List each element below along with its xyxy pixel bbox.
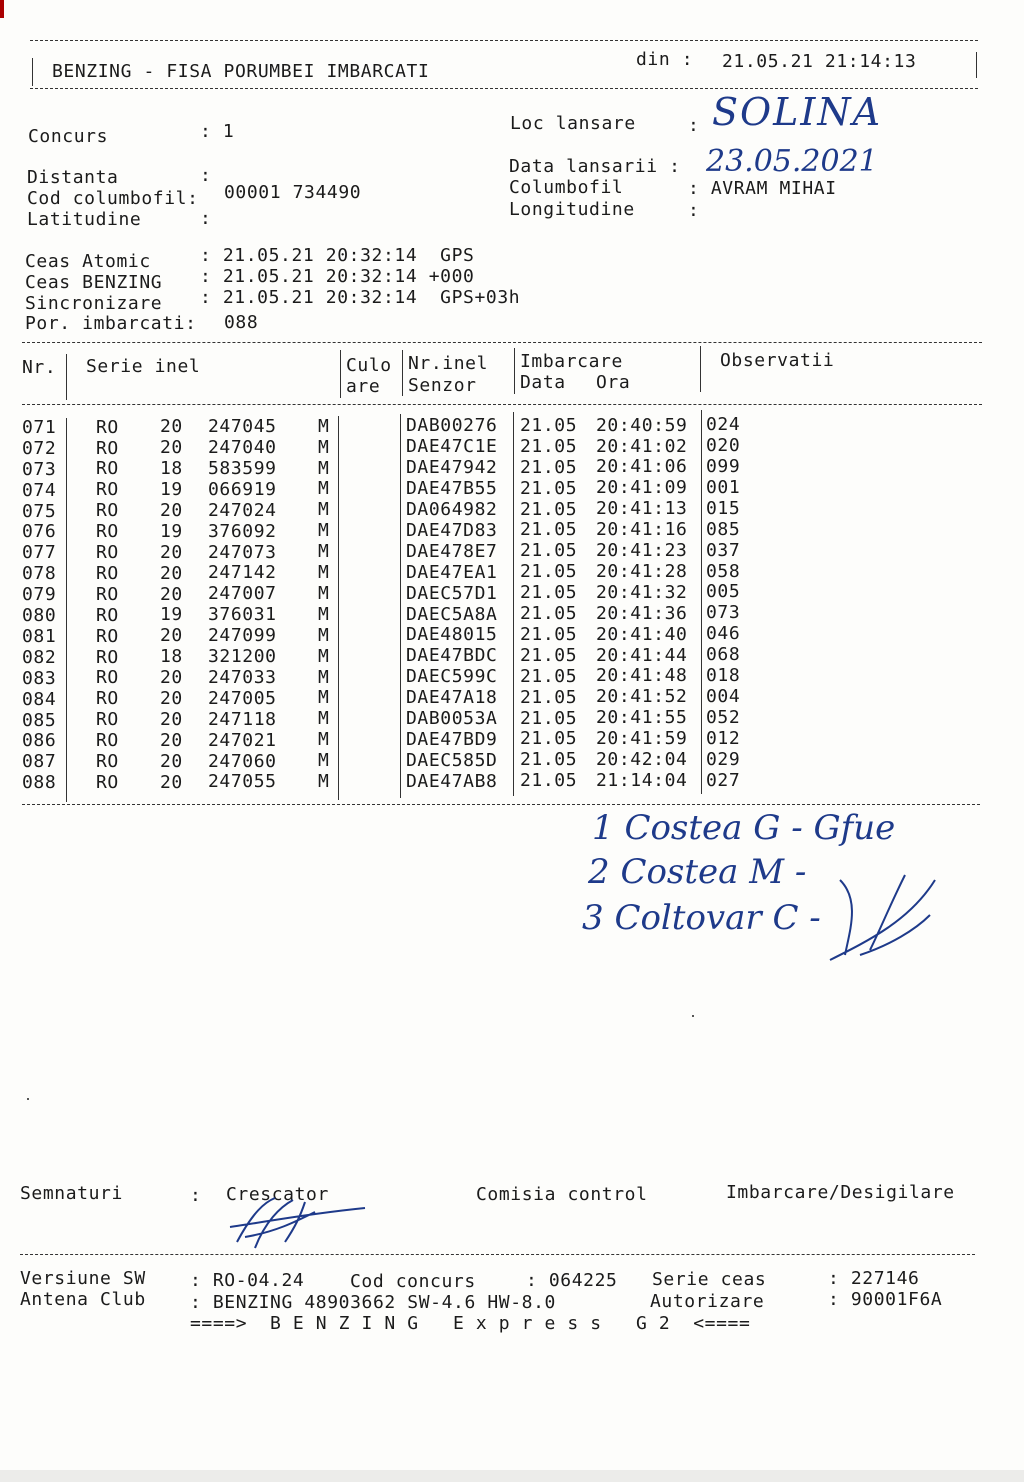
row-year: 20: [160, 625, 183, 647]
col-header-nr: Nr.: [22, 357, 57, 378]
row-nr: 084: [22, 688, 57, 710]
row-sensor: DAEC5A8A: [406, 603, 498, 625]
table-row: [0, 414, 1024, 438]
row-time: 20:41:44: [596, 644, 688, 666]
comisia-control-label: Comisia control: [476, 1184, 648, 1205]
row-country: RO: [96, 751, 119, 773]
col-header-data: Data: [520, 372, 566, 393]
row-year: 20: [160, 583, 183, 605]
row-date: 21.05: [520, 603, 578, 625]
row-ring: 247142: [208, 562, 277, 584]
row-sex: M: [318, 603, 330, 625]
row-sex: M: [318, 624, 330, 646]
row-time: 20:41:32: [596, 581, 688, 603]
table-row: [0, 623, 1024, 647]
row-year: 20: [160, 771, 183, 793]
row-observatii: 001: [706, 476, 741, 498]
semnaturi-label: Semnaturi: [20, 1183, 123, 1204]
row-sex: M: [318, 582, 330, 604]
row-sensor: DA064982: [406, 499, 498, 521]
row-date: 21.05: [520, 728, 578, 750]
distanta-colon: :: [200, 165, 212, 186]
col-header-serie-inel: Serie inel: [86, 356, 201, 377]
autorizare-value: : 90001F6A: [828, 1289, 943, 1310]
row-time: 20:41:40: [596, 623, 688, 645]
row-observatii: 068: [706, 644, 741, 666]
antena-club-value: : BENZING 48903662 SW-4.6 HW-8.0: [190, 1292, 556, 1313]
row-sex: M: [318, 708, 330, 730]
row-time: 21:14:04: [596, 769, 688, 791]
row-country: RO: [96, 521, 119, 543]
row-observatii: 099: [706, 456, 741, 478]
row-ring: 247060: [208, 750, 277, 772]
serie-ceas-label: Serie ceas: [652, 1269, 767, 1290]
row-country: RO: [96, 583, 119, 605]
row-sex: M: [318, 436, 330, 458]
row-year: 20: [160, 708, 183, 730]
crescator-label: Crescator: [226, 1184, 329, 1205]
row-observatii: 085: [706, 518, 741, 540]
row-sex: M: [318, 750, 330, 772]
row-date: 21.05: [520, 644, 578, 666]
row-sex: M: [318, 666, 330, 688]
footer-top-rule: [20, 1254, 975, 1255]
row-nr: 071: [22, 416, 57, 438]
row-time: 20:41:13: [596, 498, 688, 520]
row-nr: 087: [22, 751, 57, 773]
cod-columbofil-label: Cod columbofil:: [27, 188, 199, 209]
row-country: RO: [96, 667, 119, 689]
row-ring: 376031: [208, 604, 277, 626]
row-date: 21.05: [520, 582, 578, 604]
body-divider-imbarcare: [513, 412, 514, 796]
porumbei-imbarcati-label: Por. imbarcati:: [25, 313, 197, 334]
row-date: 21.05: [520, 686, 578, 708]
crescator-signature: [225, 1192, 375, 1254]
row-country: RO: [96, 604, 119, 626]
row-year: 20: [160, 541, 183, 563]
row-nr: 082: [22, 646, 57, 668]
table-row: [0, 456, 1024, 480]
row-time: 20:41:06: [596, 456, 688, 478]
col-header-senzor: Senzor: [408, 375, 477, 396]
distanta-label: Distanta: [27, 167, 119, 188]
longitudine-label: Longitudine: [509, 199, 635, 220]
row-date: 21.05: [520, 707, 578, 729]
table-row: [0, 560, 1024, 585]
row-country: RO: [96, 500, 119, 522]
row-time: 20:41:28: [596, 560, 688, 582]
row-nr: 081: [22, 625, 57, 647]
din-label: din :: [636, 49, 694, 70]
row-country: RO: [96, 416, 119, 438]
row-country: RO: [96, 562, 119, 584]
table-row: [0, 518, 1024, 543]
concurs-label: Concurs: [28, 126, 109, 147]
cod-concurs-label: Cod concurs: [350, 1271, 476, 1292]
row-observatii: 004: [706, 685, 741, 707]
row-time: 20:41:55: [596, 707, 688, 729]
red-corner-mark: [0, 0, 4, 18]
row-observatii: 052: [706, 706, 741, 728]
row-ring: 247005: [208, 687, 277, 709]
row-country: RO: [96, 688, 119, 710]
row-sex: M: [318, 541, 330, 563]
row-sex: M: [318, 457, 330, 479]
row-year: 20: [160, 729, 183, 751]
row-country: RO: [96, 625, 119, 647]
row-country: RO: [96, 542, 119, 564]
table-row: [0, 539, 1024, 564]
row-nr: 075: [22, 500, 57, 522]
table-row: [0, 435, 1024, 459]
row-sex: M: [318, 520, 330, 542]
header-bottom-rule: [30, 88, 978, 89]
brand-line: ====> B E N Z I N G E x p r e s s G 2 <====: [190, 1313, 751, 1334]
header-divider-nr: [66, 354, 67, 400]
row-ring: 583599: [208, 457, 277, 479]
row-ring: 247021: [208, 729, 277, 751]
header-left-border: [32, 58, 33, 86]
row-ring: 247024: [208, 499, 277, 521]
header-divider-culoare: [340, 350, 341, 398]
body-divider-nr: [66, 418, 67, 802]
stray-dot: [692, 1015, 694, 1017]
columbofil-label: Columbofil: [509, 177, 624, 198]
row-sensor: DAE47A18: [406, 687, 498, 709]
latitudine-label: Latitudine: [27, 209, 142, 230]
row-date: 21.05: [520, 749, 578, 771]
row-country: RO: [96, 458, 119, 480]
row-sensor: DAEC585D: [406, 749, 498, 771]
row-date: 21.05: [520, 561, 578, 583]
row-time: 20:41:36: [596, 602, 688, 624]
body-divider-nrinel: [400, 414, 401, 798]
table-header-bottom-rule: [22, 404, 982, 405]
row-sensor: DAE47BD9: [406, 728, 498, 750]
header-top-rule: [30, 40, 978, 41]
row-ring: 247040: [208, 437, 277, 459]
col-header-ora: Ora: [596, 372, 631, 393]
row-year: 20: [160, 562, 183, 584]
row-time: 20:41:52: [596, 686, 688, 708]
table-row: [0, 665, 1024, 689]
row-time: 20:41:59: [596, 728, 688, 750]
row-country: RO: [96, 730, 119, 752]
row-country: RO: [96, 646, 119, 668]
row-country: RO: [96, 437, 119, 459]
table-top-rule: [22, 342, 982, 343]
longitudine-colon: :: [688, 200, 700, 221]
row-observatii: 027: [706, 769, 741, 791]
row-time: 20:40:59: [596, 414, 688, 436]
row-time: 20:41:02: [596, 435, 688, 457]
row-observatii: 015: [706, 497, 741, 519]
row-sensor: DAE478E7: [406, 540, 498, 562]
row-time: 20:41:09: [596, 477, 688, 499]
stray-dot: [27, 1098, 29, 1100]
row-date: 21.05: [520, 498, 578, 520]
row-sex: M: [318, 729, 330, 751]
print-datetime: 21.05.21 21:14:13: [722, 51, 917, 72]
row-sex: M: [318, 478, 330, 500]
row-year: 20: [160, 750, 183, 772]
row-year: 20: [160, 416, 183, 438]
row-year: 18: [160, 646, 183, 668]
row-observatii: 029: [706, 748, 741, 770]
row-date: 21.05: [520, 665, 578, 687]
row-year: 19: [160, 604, 183, 626]
ceas-benzing-value: : 21.05.21 20:32:14 +000: [200, 266, 475, 287]
row-date: 21.05: [520, 519, 578, 541]
ceas-atomic-label: Ceas Atomic: [25, 251, 151, 272]
handwritten-signature-scribble: [820, 860, 950, 970]
header-divider-observatii: [700, 346, 701, 392]
row-sensor: DAE47BDC: [406, 645, 498, 667]
latitudine-colon: :: [200, 208, 212, 229]
imbarcare-desigilare-label: Imbarcare/Desigilare: [726, 1182, 955, 1203]
row-sensor: DAE47942: [406, 457, 498, 479]
row-nr: 085: [22, 709, 57, 731]
row-observatii: 018: [706, 665, 741, 687]
row-country: RO: [96, 479, 119, 501]
row-ring: 247045: [208, 416, 277, 438]
row-observatii: 005: [706, 581, 741, 603]
row-observatii: 046: [706, 623, 741, 645]
body-divider-observatii: [701, 410, 702, 794]
row-year: 20: [160, 667, 183, 689]
row-sex: M: [318, 771, 330, 793]
col-header-culoare-1: Culo: [346, 355, 392, 376]
loc-lansare-label: Loc lansare: [510, 113, 636, 134]
table-row: [0, 602, 1024, 627]
row-nr: 083: [22, 667, 57, 689]
serie-ceas-value: : 227146: [828, 1268, 920, 1289]
row-sensor: DAB0053A: [406, 708, 498, 730]
row-sex: M: [318, 645, 330, 667]
cod-columbofil-value: 00001 734490: [224, 182, 362, 203]
row-nr: 072: [22, 437, 57, 459]
concurs-value: : 1: [200, 121, 235, 142]
row-year: 19: [160, 479, 183, 501]
row-ring: 247099: [208, 625, 277, 647]
row-sex: M: [318, 499, 330, 521]
row-ring: 376092: [208, 520, 277, 542]
row-country: RO: [96, 771, 119, 793]
columbofil-value: : AVRAM MIHAI: [688, 178, 837, 199]
row-observatii: 058: [706, 560, 741, 582]
table-row: [0, 727, 1024, 752]
row-sensor: DAE48015: [406, 624, 498, 646]
row-date: 21.05: [520, 623, 578, 645]
table-row: [0, 581, 1024, 606]
table-row: [0, 706, 1024, 731]
row-year: 20: [160, 688, 183, 710]
row-nr: 088: [22, 772, 57, 794]
table-row: [0, 497, 1024, 522]
row-time: 20:41:23: [596, 540, 688, 562]
col-header-nrinel: Nr.inel: [408, 353, 489, 374]
col-header-observatii: Observatii: [720, 350, 835, 371]
versiune-sw-value: : RO-04.24: [190, 1270, 305, 1291]
row-ring: 247007: [208, 583, 277, 605]
row-nr: 074: [22, 479, 57, 501]
row-sensor: DAEC599C: [406, 666, 498, 688]
loc-lansare-handwritten: SOLINA: [712, 90, 883, 134]
row-year: 20: [160, 437, 183, 459]
row-observatii: 037: [706, 539, 741, 561]
row-nr: 073: [22, 458, 57, 480]
antena-club-label: Antena Club: [20, 1289, 146, 1310]
page-bottom-edge: [0, 1470, 1024, 1482]
row-date: 21.05: [520, 540, 578, 562]
table-row: [0, 685, 1024, 710]
row-sensor: DAB00276: [406, 415, 498, 437]
col-header-imbarcare: Imbarcare: [520, 351, 623, 372]
row-date: 21.05: [520, 414, 578, 436]
row-sensor: DAE47AB8: [406, 770, 498, 792]
row-sensor: DAE47EA1: [406, 561, 498, 583]
body-divider-culoare: [338, 416, 339, 800]
row-country: RO: [96, 709, 119, 731]
row-time: 20:41:16: [596, 519, 688, 541]
table-bottom-rule: [22, 804, 980, 805]
header-right-border: [976, 52, 977, 78]
sincronizare-label: Sincronizare: [25, 293, 163, 314]
versiune-sw-label: Versiune SW: [20, 1268, 146, 1289]
row-sex: M: [318, 687, 330, 709]
row-observatii: 024: [706, 414, 741, 436]
row-nr: 076: [22, 521, 57, 543]
data-lansarii-handwritten: 23.05.2021: [706, 144, 878, 179]
row-time: 20:41:48: [596, 665, 688, 687]
row-year: 20: [160, 499, 183, 521]
row-year: 18: [160, 458, 183, 480]
row-ring: 321200: [208, 646, 277, 668]
porumbei-imbarcati-value: 088: [224, 312, 259, 333]
row-observatii: 020: [706, 435, 741, 457]
row-ring: 247118: [208, 708, 277, 730]
row-ring: 247055: [208, 771, 277, 793]
header-divider-nrinel: [402, 350, 403, 396]
row-sensor: DAE47D83: [406, 519, 498, 541]
table-row: [0, 644, 1024, 668]
row-ring: 247073: [208, 541, 277, 563]
row-nr: 077: [22, 542, 57, 564]
row-observatii: 012: [706, 727, 741, 749]
table-row: [0, 748, 1024, 773]
handwritten-note-2: 2 Costea M -: [588, 852, 807, 892]
row-time: 20:42:04: [596, 749, 688, 771]
row-nr: 079: [22, 584, 57, 606]
cod-concurs-value: : 064225: [526, 1270, 618, 1291]
document-title: BENZING - FISA PORUMBEI IMBARCATI: [52, 61, 430, 82]
semnaturi-colon: :: [190, 1185, 202, 1206]
col-header-culoare-2: are: [346, 376, 381, 397]
row-nr: 086: [22, 730, 57, 752]
row-date: 21.05: [520, 435, 578, 457]
data-lansarii-label: Data lansarii :: [509, 156, 681, 177]
row-ring: 247033: [208, 666, 277, 688]
row-date: 21.05: [520, 456, 578, 478]
row-date: 21.05: [520, 477, 578, 499]
handwritten-note-1: 1 Costea G - Gfue: [592, 808, 896, 848]
table-row: [0, 476, 1024, 501]
autorizare-label: Autorizare: [650, 1291, 765, 1312]
row-sex: M: [318, 415, 330, 437]
loc-lansare-colon: :: [688, 115, 700, 136]
row-ring: 066919: [208, 478, 277, 500]
ceas-atomic-value: : 21.05.21 20:32:14 GPS: [200, 245, 475, 266]
sincronizare-value: : 21.05.21 20:32:14 GPS+03h: [200, 287, 521, 308]
row-date: 21.05: [520, 770, 578, 792]
row-nr: 078: [22, 563, 57, 585]
row-sensor: DAE47B55: [406, 478, 498, 500]
row-sex: M: [318, 562, 330, 584]
row-nr: 080: [22, 605, 57, 627]
row-observatii: 073: [706, 602, 741, 624]
handwritten-note-3: 3 Coltovar C -: [582, 898, 821, 938]
header-divider-imbarcare: [514, 348, 515, 394]
row-year: 19: [160, 520, 183, 542]
ceas-benzing-label: Ceas BENZING: [25, 272, 163, 293]
row-sensor: DAEC57D1: [406, 582, 498, 604]
table-row: [0, 769, 1024, 794]
row-sensor: DAE47C1E: [406, 436, 498, 458]
